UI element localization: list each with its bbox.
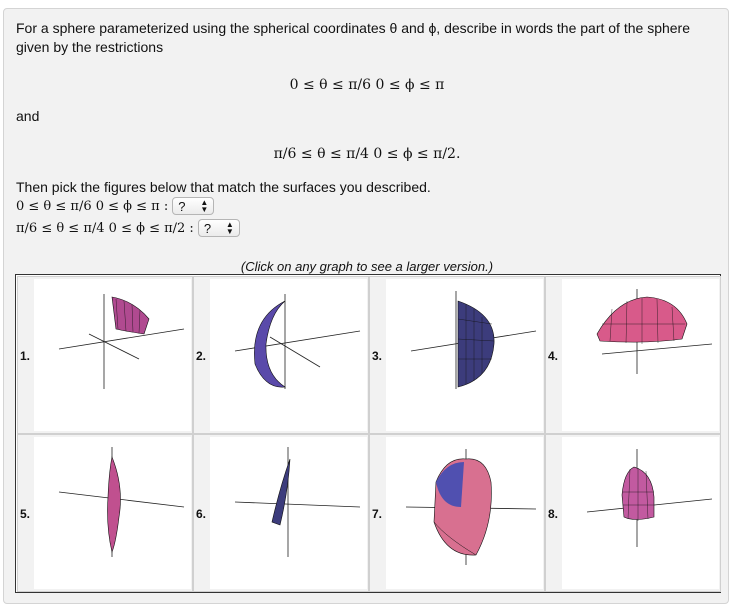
figure-label-8: 8. [548, 507, 559, 521]
figure-cell-1[interactable] [17, 276, 193, 434]
answer-condition-1: 0 ≤ θ ≤ π/6 0 ≤ ϕ ≤ π : [16, 198, 169, 214]
figure-plot-3[interactable] [386, 279, 543, 431]
figure-cell-2[interactable] [193, 276, 369, 434]
figure-plot-4[interactable] [562, 279, 719, 431]
restriction-equation-2: π/6 ≤ θ ≤ π/4 0 ≤ ϕ ≤ π/2. [273, 146, 461, 162]
answer-select-1[interactable] [172, 197, 214, 215]
surface-plot-5 [34, 437, 191, 589]
figure-cell-7[interactable] [369, 434, 545, 592]
figure-cell-6[interactable] [193, 434, 369, 592]
answer-select-1-value: ? [178, 198, 186, 214]
answer-select-2-value: ? [203, 220, 212, 236]
select-arrows-icon: ▲ ▼ [200, 198, 209, 214]
figure-plot-5[interactable] [34, 437, 191, 589]
question-panel [3, 8, 729, 604]
and-label: and [16, 108, 40, 124]
answer-row-1 [16, 197, 214, 215]
surface-plot-2 [210, 279, 367, 431]
instruction-text: Then pick the figures below that match the surfaces you described. [16, 179, 431, 195]
restriction-equation-1: 0 ≤ θ ≤ π/6 0 ≤ ϕ ≤ π [289, 77, 445, 93]
surface-plot-8 [562, 437, 719, 589]
figure-plot-1[interactable] [34, 279, 191, 431]
figure-cell-3[interactable] [369, 276, 545, 434]
click-hint: (Click on any graph to see a larger version.) [240, 259, 494, 274]
answer-condition-2: π/6 ≤ θ ≤ π/4 0 ≤ ϕ ≤ π/2 : [16, 220, 194, 236]
figure-plot-7[interactable] [386, 437, 543, 589]
surface-plot-7 [386, 437, 543, 589]
figure-label-5: 5. [20, 507, 31, 521]
surface-plot-4 [562, 279, 719, 431]
answer-select-2[interactable] [198, 219, 240, 237]
surface-plot-6 [210, 437, 367, 589]
figure-plot-2[interactable] [210, 279, 367, 431]
question-intro: For a sphere parameterized using the spherical coordinates θ and ϕ, describe in words the part of the sphere given by the restrictions [16, 20, 690, 55]
figure-label-4: 4. [548, 349, 559, 363]
figure-plot-8[interactable] [562, 437, 719, 589]
surface-plot-3 [386, 279, 543, 431]
figure-label-2: 2. [196, 349, 207, 363]
figure-cell-5[interactable] [17, 434, 193, 592]
answer-row-2 [16, 219, 240, 237]
figure-label-1: 1. [20, 349, 31, 363]
figure-label-6: 6. [196, 507, 207, 521]
figure-cell-8[interactable] [545, 434, 721, 592]
figure-grid [15, 274, 721, 593]
figure-cell-4[interactable] [545, 276, 721, 434]
figure-plot-6[interactable] [210, 437, 367, 589]
figure-label-7: 7. [372, 507, 383, 521]
figure-label-3: 3. [372, 349, 383, 363]
select-arrows-icon: ▲ ▼ [225, 220, 234, 236]
surface-plot-1 [34, 279, 191, 431]
